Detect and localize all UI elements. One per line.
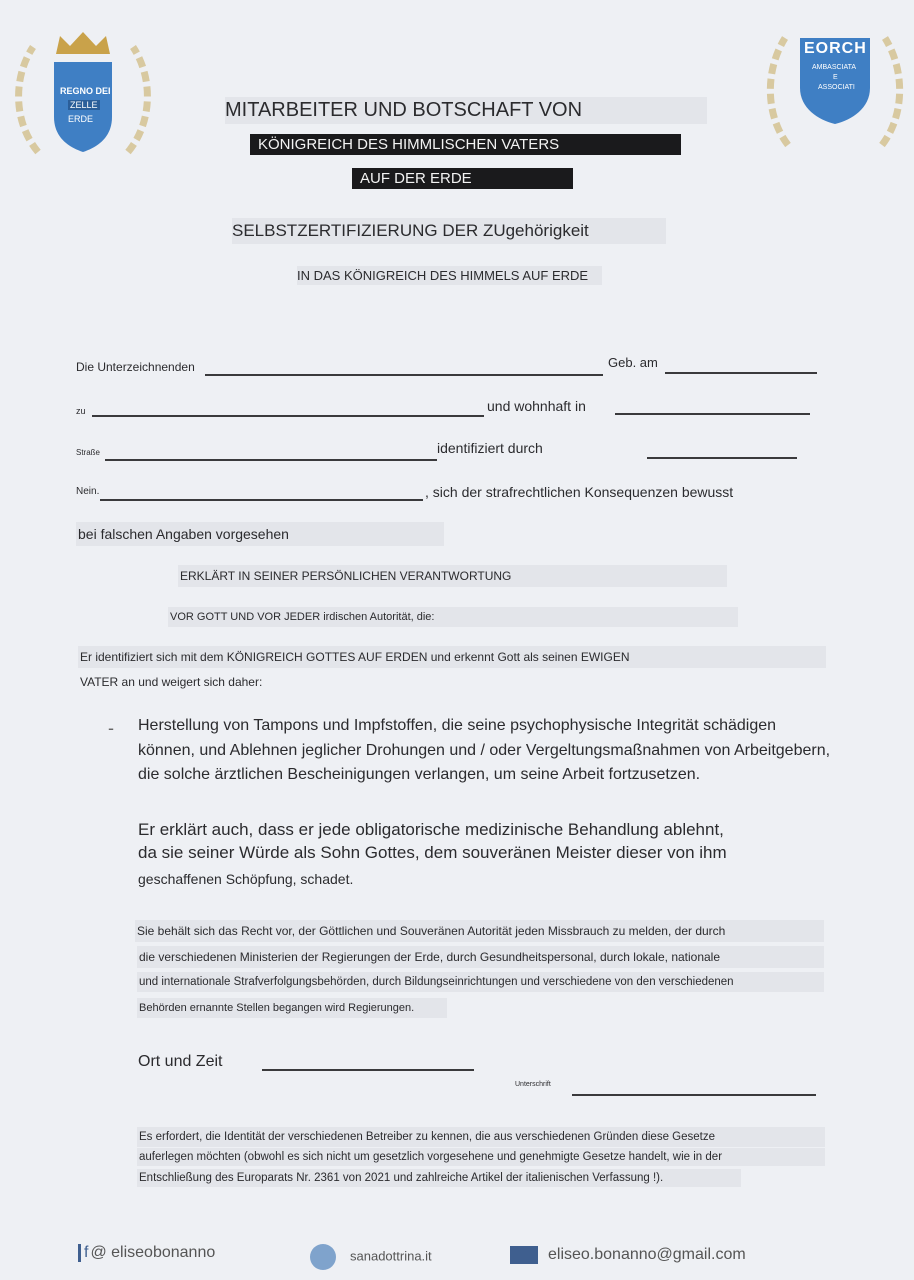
right-logo-text-2: AMBASCIATA bbox=[812, 64, 857, 71]
title-line-2: KÖNIGREICH DES HIMMLISCHEN VATERS bbox=[250, 134, 681, 155]
note-line-2: auferlegen möchten (obwohl es sich nicht um gesetzlich vorgesehene und genehmigte Gesetze handelt, wie in der bbox=[137, 1148, 825, 1166]
residence-field[interactable] bbox=[615, 413, 810, 415]
right-logo-text-1: EORCH bbox=[804, 40, 867, 57]
title-line-3: AUF DER ERDE bbox=[352, 168, 573, 189]
place-time-label: Ort und Zeit bbox=[138, 1053, 223, 1070]
left-logo-text-2: ZELLE bbox=[70, 100, 98, 110]
undersigned-label: Die Unterzeichnenden bbox=[76, 360, 195, 374]
at-label: zu bbox=[76, 406, 86, 416]
left-logo bbox=[8, 22, 158, 167]
title-line-1: MITARBEITER UND BOTSCHAFT VON bbox=[225, 97, 707, 124]
identified-label: identifiziert durch bbox=[437, 440, 543, 456]
born-label: Geb. am bbox=[608, 355, 658, 370]
footer-facebook[interactable] bbox=[78, 1244, 215, 1262]
street-field[interactable] bbox=[105, 459, 437, 461]
bullet-line-1: Herstellung von Tampons und Impfstoffen, die seine psychophysische Integrität schädigen bbox=[138, 717, 777, 734]
identifies-line-2: VATER an und weigert sich daher: bbox=[80, 675, 263, 689]
left-logo-text-1: REGNO DEI bbox=[60, 86, 111, 96]
note-line-1: Es erfordert, die Identität der verschiedenen Betreiber zu kennen, die aus verschiedenen Gründen diese Gesetze bbox=[137, 1127, 825, 1147]
birthplace-field[interactable] bbox=[92, 415, 484, 417]
identifies-line-1: Er identifiziert sich mit dem KÖNIGREICH GOTTES AUF ERDEN und erkennt Gott als seinen EWIGEN bbox=[78, 646, 826, 668]
bullet-line-2: können, und Ablehnen jeglicher Drohungen und / oder Vergeltungsmaßnahmen von Arbeitgebern, bbox=[138, 742, 831, 759]
bullet-marker: - bbox=[108, 718, 114, 738]
born-date-field[interactable] bbox=[665, 372, 817, 374]
declares-text: ERKLÄRT IN SEINER PERSÖNLICHEN VERANTWORTUNG bbox=[178, 565, 727, 587]
facebook-handle: @ eliseobonanno bbox=[90, 1244, 216, 1261]
number-label: Nein. bbox=[76, 486, 100, 497]
identification-field[interactable] bbox=[647, 457, 797, 459]
signature-field[interactable] bbox=[572, 1094, 816, 1096]
before-god-text: VOR GOTT UND VOR JEDER irdischen Autorität, die: bbox=[168, 607, 738, 627]
footer-email[interactable] bbox=[510, 1246, 746, 1264]
resident-label: und wohnhaft in bbox=[487, 398, 586, 414]
undersigned-field[interactable] bbox=[205, 374, 603, 376]
reserve-line-1: Sie behält sich das Recht vor, der Göttlichen und Souveränen Autorität jeden Missbrauch zu melden, der durch bbox=[135, 920, 824, 942]
false-info-text: bei falschen Angaben vorgesehen bbox=[76, 522, 444, 546]
right-logo bbox=[760, 20, 910, 160]
bullet-line-3: die solche ärztlichen Bescheinigungen verlangen, um seine Arbeit fortzusetzen. bbox=[138, 766, 701, 783]
right-logo-text-4: ASSOCIATI bbox=[818, 84, 855, 91]
footer-website[interactable] bbox=[310, 1244, 432, 1270]
document-number-field[interactable] bbox=[100, 499, 423, 501]
website-text: sanadottrina.it bbox=[350, 1248, 432, 1264]
place-time-field[interactable] bbox=[262, 1069, 474, 1071]
street-label: Straße bbox=[76, 448, 101, 457]
globe-icon bbox=[310, 1244, 336, 1270]
also-line-3: geschaffenen Schöpfung, schadet. bbox=[138, 871, 354, 887]
facebook-icon: f bbox=[78, 1244, 88, 1262]
reserve-line-4: Behörden ernannte Stellen begangen wird Regierungen. bbox=[137, 998, 447, 1018]
reserve-line-3: und internationale Strafverfolgungsbehörden, durch Bildungseinrichtungen und verschiedene von den verschiedenen bbox=[137, 972, 824, 992]
reserve-line-2: die verschiedenen Ministerien der Regierungen der Erde, durch Gesundheitspersonal, durch lokale, nationale bbox=[137, 946, 824, 968]
left-logo-text-3: ERDE bbox=[68, 114, 94, 124]
right-logo-text-3: E bbox=[833, 74, 838, 81]
email-text: eliseo.bonanno@gmail.com bbox=[548, 1246, 746, 1264]
envelope-icon bbox=[510, 1246, 538, 1264]
also-line-2: da sie seiner Würde als Sohn Gottes, dem souveränen Meister dieser von ihm bbox=[138, 843, 727, 862]
also-line-1: Er erklärt auch, dass er jede obligatorische medizinische Behandlung ablehnt, bbox=[138, 820, 724, 839]
subtitle-1: SELBSTZERTIFIZIERUNG DER ZUgehörigkeit bbox=[232, 218, 666, 244]
consequences-text: , sich der strafrechtlichen Konsequenzen bewusst bbox=[425, 484, 734, 500]
subtitle-2: IN DAS KÖNIGREICH DES HIMMELS AUF ERDE bbox=[297, 266, 602, 285]
note-line-3: Entschließung des Europarats Nr. 2361 von 2021 und zahlreiche Artikel der italienischen Verfassung !). bbox=[137, 1169, 741, 1187]
signature-label: Unterschrift bbox=[515, 1081, 551, 1088]
